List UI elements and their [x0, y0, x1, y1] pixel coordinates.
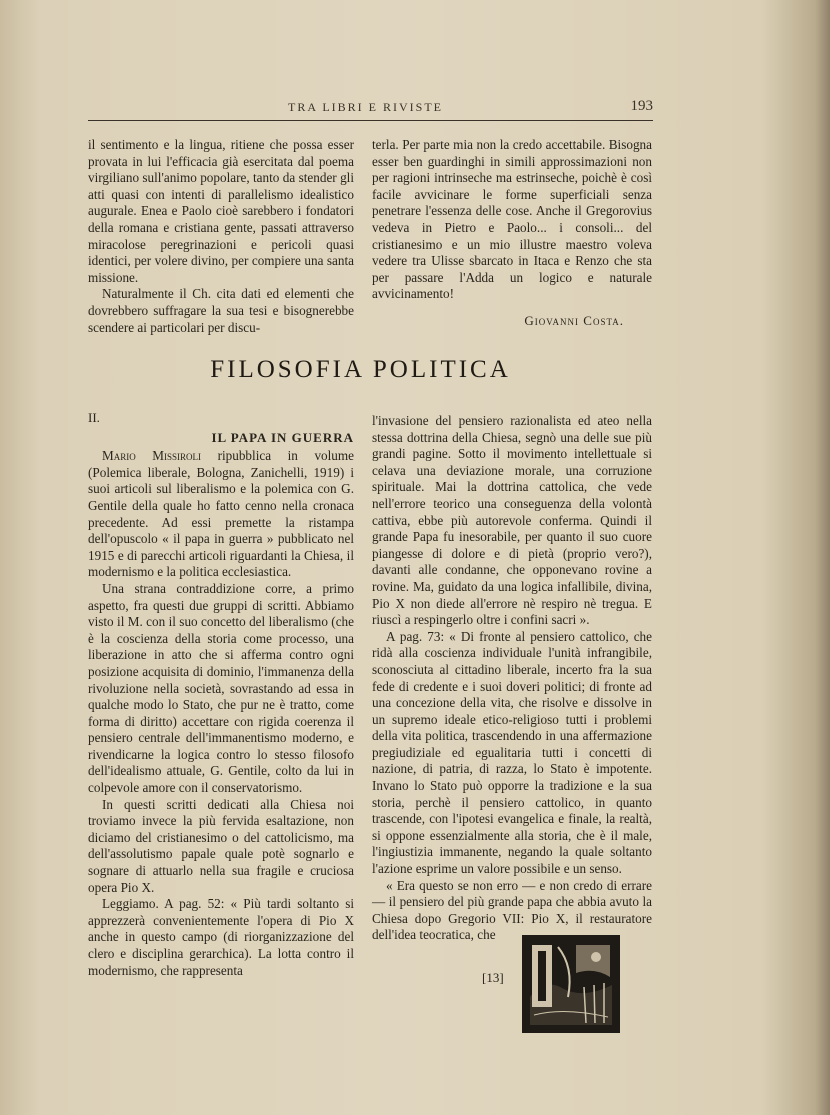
woodcut-illustration	[522, 935, 620, 1033]
article-right-column	[372, 413, 652, 944]
paragraph: « Era questo se non erro — e non credo di errare — il pensiero del più grande papa che abbia avuto la Chiesa dopo Gregorio VII: Pio X, il restauratore dell'idea teocratica, che	[372, 877, 652, 943]
paragraph: Una strana contraddizione corre, a primo aspetto, fra questi due gruppi di scritti. Abbiamo visto il M. con il suo concetto del liberalismo (che è la coscienza della storia come processo, una liberazione in atto che si afferma contro ogni posizione acquisita di dominio, l'immanenza della rivoluzione nella società, sovrastando ad essa in qualche modo lo Stato, che pur ne è tratto, come forma di diritto) accettare con rigida coerenza il pensiero centrale dell'immanentismo moderno, e rivendicarne la logica contro lo stesso filosofo dell'idealismo attuale, G. Gentile, colto da lui in colpevole amore con il conservatorismo.	[88, 580, 354, 796]
paragraph-text: ripubblica in volume (Polemica liberale, Bologna, Zanichelli, 1919) i suoi articoli sul liberalismo e la polemica con G. Gentile della quale ho fatto cenno nella cronaca precedente. Ad essi premette la ristampa dell'opuscolo « il papa in guerra » pubblicato nel 1915 e di parecchi articoli riguardanti la Chiesa, il modernismo e la politica ecclesiastica.	[88, 448, 355, 580]
paragraph: l'invasione del pensiero razionalista ed ateo nella stessa dottrina della Chiesa, segnò una delle sue più grandi pagine. Sotto il movimento intellettuale si celava una deviazione morale, una corruzione spirituale. Mai la dottrina cattolica, che vede nell'errore teorico una conseguenza della volontà cattiva, ebbe più autorevole conferma. Quindi il grande Papa fu inesorabile, per quanto il suo cuore piangesse di dolore e di pietà (proprio vero?), davanti alle condanne, che opponevano rovine a rovine. Ma, guidato da una logica infallibile, divina, Pio X non diede all'errore nè respiro nè tregua. E riuscì a respingerlo oltre i confini sacri ».	[372, 413, 652, 628]
top-right-column	[372, 137, 652, 330]
author-signature: Giovanni Costa.	[524, 312, 624, 328]
paragraph: il sentimento e la lingua, ritiene che possa esser provata in lui l'efficacia già esercitata dal poema virgiliano sull'animo popolare, tanto da stender gli atti quasi con intenti di parallelismo idealistico augurale. Enea e Paolo cioè sarebbero i fondatori della romana e cristiana gente, passati attraverso miracolose peregrinazioni e pericoli quasi identici, per volere divino, per compiere una santa missione.	[88, 137, 354, 285]
paragraph: In questi scritti dedicati alla Chiesa noi troviamo invece la più fervida esaltazione, non diciamo del cristianesimo o del cattolicismo, ma dell'assolutismo papale quale potè sognarlo e sognare di attuarlo nella sua fragile e cruciosa opera Pio X.	[88, 796, 354, 895]
article-title: IL PAPA IN GUERRA	[211, 429, 354, 445]
woodcut-image	[524, 937, 618, 1031]
top-left-column	[88, 137, 354, 336]
part-number: II.	[88, 410, 100, 425]
folio-number: [13]	[482, 970, 504, 985]
running-title: TRA LIBRI E RIVISTE	[288, 100, 443, 114]
section-title: FILOSOFIA POLITICA	[210, 356, 511, 383]
paragraph	[88, 448, 354, 581]
author-name: Mario Missiroli	[102, 448, 202, 464]
article-left-column	[88, 410, 354, 979]
paragraph: terla. Per parte mia non la credo accettabile. Bisogna esser ben guardinghi in simili approssimazioni non per ragioni intrinseche ma estrinseche, poichè è così facile avvicinare le forme superficiali senza penetrare l'essenza delle cose. Anche il Gregorovius vedeva in Pietro e Paolo... i consoli... del cristianesimo e un mio illustre maestro voleva vedere tra Ulisse sbarcato in Itaca e Renzo che sta per passare l'Adda un logico e naturale avvicinamento!	[372, 137, 652, 302]
page-number: 193	[630, 98, 653, 114]
paragraph: A pag. 73: « Di fronte al pensiero cattolico, che ridà alla coscienza individuale l'unità infrangibile, sconosciuta al cittadino liberale, incerto fra la sua fede di credente e i suoi doveri politici; di fronte ad una concezione della vita, che risolve e dissolve in un supremo ideale etico-religioso tutti i problemi della vita politica, trascendendo in una affermazione pregiudiziale ed egualitaria tutti i concetti di nazione, di patria, di razza, lo Stato è impotente. Invano lo Stato può opporre la tradizione e la sua storia, perchè il pensiero cattolico, in quanto trascende, con l'ipotesi evangelica e finale, la realtà, si oppone essenzialmente alla storia, che è il male, l'ingiustizia immanente, negando la quale soltanto l'azione esprime un valore possibile e un senso.	[372, 628, 652, 877]
paragraph: Leggiamo. A pag. 52: « Più tardi soltanto si apprezzerà convenientemente l'opera di Pio X anche in questo campo (di riorganizzazione del clero e disciplina gerarchica). La lotta contro il modernismo, che rappresenta	[88, 896, 354, 978]
page-header	[88, 98, 653, 121]
paragraph: Naturalmente il Ch. cita dati ed elementi che dovrebbero suffragare la sua tesi e bisognerebbe scendere ai particolari per discu-	[88, 286, 354, 335]
